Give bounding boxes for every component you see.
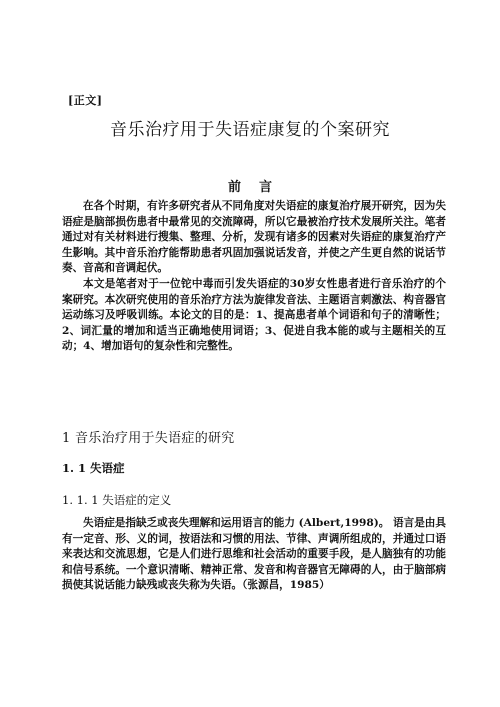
section-tag: [正文] [68, 94, 103, 107]
preface-paragraph: 本文是笔者对于一位铊中毒而引发失语症的30岁女性患者进行音乐治疗的个案研究。本次研究使用的音乐治疗方法为旋律发音法、主题语言刺激法、构音器官运动练习及呼吸训练。本论文的目的是：1、提高患者单个词语和句子的清晰性；2、词汇量的增加和适当正确地使用词语；3、促进自我本能的或与主题相关的互动；4、增加语句的复杂性和完整性。 [62, 277, 446, 353]
preface-paragraph: 在各个时期，有许多研究者从不同角度对失语症的康复治疗展开研究，因为失语症是脑部损伤患者中最常见的交流障碍，所以它最被治疗技术发展所关注。笔者通过对有关材料进行搜集、整理、分析，发现有诸多的因素对失语症的康复治疗产生影响。其中音乐治疗能帮助患者巩固加强说话发音，并使之产生更自然的说话节奏、音高和音调起伏。 [62, 200, 446, 275]
definition-body [62, 516, 446, 594]
definition-paragraph: 失语症是指缺乏或丧失理解和运用语言的能力 (Albert,1998)。 语言是由具有一定音、形、义的词，按语法和习惯的用法、节律、声调所组成的，并通过口语来表达和交流思想，它是人们进行思维和社会活动的重要手段，是人脑独有的功能和信号系统。一个意识清晰、精神正常、发音和构音器官无障碍的人，由于脑部病损使其说话能力缺残或丧失称为失语。（张源昌，1985） [62, 517, 446, 592]
document-title: 音乐治疗用于失语症康复的个案研究 [110, 120, 390, 140]
preface-body [62, 199, 446, 355]
section-heading: 1 音乐治疗用于失语症的研究 [62, 431, 235, 446]
subsection-heading: 1. 1 失语症 [62, 461, 125, 475]
subsubsection-heading: 1. 1. 1 失语症的定义 [62, 493, 172, 507]
preface-heading: 前言 [227, 180, 290, 195]
